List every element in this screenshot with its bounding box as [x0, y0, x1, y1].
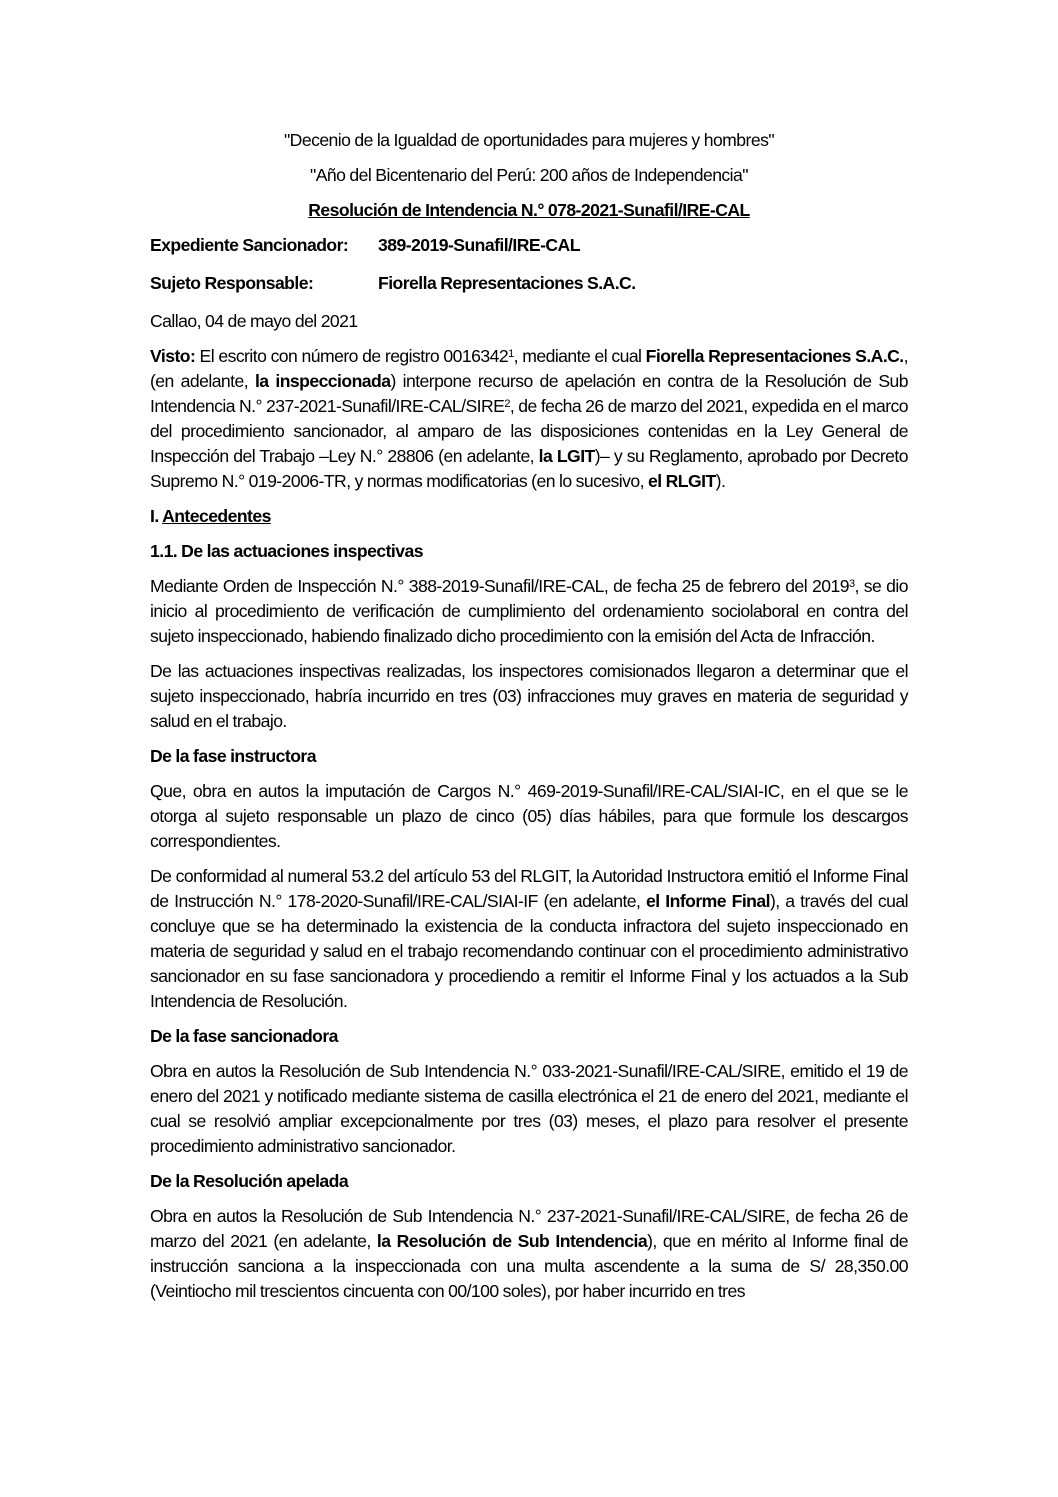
sujeto-row — [150, 271, 908, 296]
footnote-ref-2: 2 — [504, 398, 510, 410]
actuaciones-paragraph-1: Mediante Orden de Inspección N.° 388-2019-Sunafil/IRE-CAL, de fecha 25 de febrero del 2019$^3$, se dio inicio al procedimiento de verificación de cumplimiento del ordenamiento sociolaboral en contra del sujeto inspeccionado, habiendo finalizado dicho procedimiento con la emisión del Acta de Infracción. — [150, 576, 908, 646]
sujeto-value: Fiorella Representaciones S.A.C. — [378, 273, 636, 293]
sancionadora-paragraph-1: Obra en autos la Resolución de Sub Intendencia N.° 033-2021-Sunafil/IRE-CAL/SIRE, emitido el 19 de enero del 2021 y notificado mediante sistema de casilla electrónica el 21 de enero del 2021, mediante el cual se resolvió ampliar excepcionalmente por tres (03) meses, el plazo para resolver el presente procedimiento administrativo sancionador. — [150, 1061, 908, 1156]
expediente-label: Expediente Sancionador: — [150, 235, 349, 255]
sujeto-label: Sujeto Responsable: — [150, 273, 314, 293]
subsection-heading-actuaciones: 1.1. De las actuaciones inspectivas — [150, 541, 423, 561]
expediente-value: 389-2019-Sunafil/IRE-CAL — [378, 235, 580, 255]
visto-label: Visto: — [150, 346, 196, 366]
resolution-title: Resolución de Intendencia N.° 078-2021-Sunafil/IRE-CAL — [308, 200, 750, 220]
instructora-paragraph-2: De conformidad al numeral 53.2 del artículo 53 del RLGIT, la Autoridad Instructora emitió el Informe Final de Instrucción N.° 178-2020-Sunafil/IRE-CAL/SIAI-IF (en adelante, el Informe Final), a través del cual concluye que se ha determinado la existencia de la conducta infractora del sujeto inspeccionado en materia de seguridad y salud en el trabajo recomendando continuar con el procedimiento administrativo sancionador en su fase sancionadora y procediendo a remitir el Informe Final y los actuados a la Sub Intendencia de Resolución. — [150, 866, 909, 1011]
actuaciones-paragraph-2: De las actuaciones inspectivas realizadas, los inspectores comisionados llegaron a determinar que el sujeto inspeccionado, habría incurrido en tres (03) infracciones muy graves en materia de seguridad y salud en el trabajo. — [150, 661, 908, 731]
footnote-ref-3: 3 — [848, 578, 855, 590]
place-date: Callao, 04 de mayo del 2021 — [150, 311, 358, 331]
instructora-paragraph-1: Que, obra en autos la imputación de Cargos N.° 469-2019-Sunafil/IRE-CAL/SIAI-IC, en el que se le otorga al sujeto responsable un plazo de cinco (05) días hábiles, para que formule los descargos correspondientes. — [150, 781, 908, 851]
subsection-heading-fase-instructora: De la fase instructora — [150, 746, 316, 766]
year-motto: "Año del Bicentenario del Perú: 200 años de Independencia" — [310, 165, 748, 185]
visto-paragraph: Visto: El escrito con número de registro 0016342$^1$, mediante el cual Fiorella Representaciones S.A.C., (en adelante, la inspeccionada) interpone recurso de apelación en contra de la Resolución de Sub Intendencia N.° 237-2021-Sunafil/IRE-CAL/SIRE$^2$, de fecha 26 de marzo del 2021, expedida en el marco del procedimiento sancionador, al amparo de las disposiciones contenidas en la Ley General de Inspección del Trabajo –Ley N.° 28806 (en adelante, la LGIT)– y su Reglamento, aprobado por Decreto Supremo N.° 019-2006-TR, y normas modificatorias (en lo sucesivo, el RLGIT). — [150, 346, 908, 491]
subsection-heading-fase-sancionadora: De la fase sancionadora — [150, 1026, 338, 1046]
resolucion-apelada-paragraph-1: Obra en autos la Resolución de Sub Intendencia N.° 237-2021-Sunafil/IRE-CAL/SIRE, de fecha 26 de marzo del 2021 (en adelante, la Resolución de Sub Intendencia), que en mérito al Informe final de instrucción sanciona a la inspeccionada con una multa ascendente a la suma de S/ 28,350.00 (Veintiocho mil trescientos cincuenta con 00/100 soles), por haber incurrido en tres — [150, 1206, 908, 1301]
expediente-row — [150, 233, 908, 258]
section-heading-antecedentes: I. Antecedentes — [150, 506, 271, 526]
footnote-ref-1: 1 — [508, 348, 514, 360]
subsection-heading-resolucion-apelada: De la Resolución apelada — [150, 1171, 349, 1191]
decade-motto: "Decenio de la Igualdad de oportunidades para mujeres y hombres" — [283, 130, 775, 150]
